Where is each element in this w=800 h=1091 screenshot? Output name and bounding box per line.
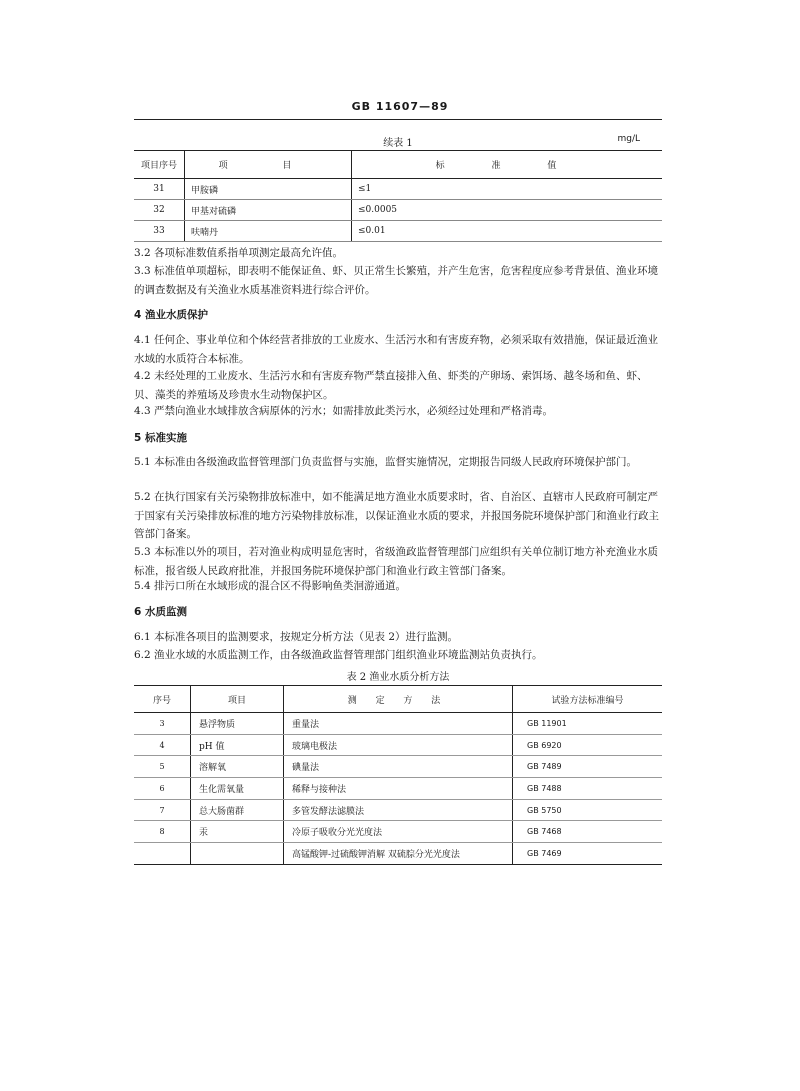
table2-cell: 总大肠菌群 bbox=[191, 799, 284, 821]
paragraph-5-3: 5.3 本标准以外的项目，若对渔业构成明显危害时，省级渔政监督管理部门应组织有关单位制订地方补充渔业水质标准，报省级人民政府批准，并报国务院环境保护部门和渔业行政主管部门备案。 bbox=[134, 546, 659, 577]
table-row bbox=[134, 221, 662, 242]
table2-cell: GB 5750 bbox=[513, 799, 663, 821]
paragraph-5-1: 5.1 本标准由各级渔政监督管理部门负责监督与实施，监督实施情况，定期报告同级人民政府环境保护部门。 bbox=[134, 456, 638, 468]
table1-unit: mg/L bbox=[617, 134, 640, 144]
table2-cell: GB 11901 bbox=[513, 713, 663, 735]
table1 bbox=[134, 150, 662, 242]
table2-cell: 4 bbox=[134, 734, 191, 756]
header-rule bbox=[134, 119, 662, 120]
paragraph-5-4: 5.4 排污口所在水域形成的混合区不得影响鱼类洄游通道。 bbox=[134, 580, 407, 592]
table2-header-row bbox=[134, 686, 662, 713]
table-row bbox=[134, 179, 662, 200]
table2-cell: 玻璃电极法 bbox=[284, 734, 513, 756]
paragraph-3-2: 3.2 各项标准数值系指单项测定最高允许值。 bbox=[134, 247, 344, 259]
section-heading-6: 6 水质监测 bbox=[134, 606, 187, 618]
table2-cell: 5 bbox=[134, 756, 191, 778]
table2-cell: pH 值 bbox=[191, 734, 284, 756]
table2-cell bbox=[134, 843, 191, 865]
paragraph-6-1: 6.1 本标准各项目的监测要求，按规定分析方法（见表 2）进行监测。 bbox=[134, 631, 459, 643]
table1-cell: 32 bbox=[134, 200, 185, 221]
table2-cell: 6 bbox=[134, 778, 191, 800]
table2-cell: GB 7469 bbox=[527, 848, 562, 858]
table1-cell: ≤0.01 bbox=[352, 221, 663, 242]
table2-header-cell: 试验方法标准编号 bbox=[513, 686, 663, 713]
table2-cell: 冷原子吸收分光光度法 bbox=[284, 821, 513, 843]
table-row bbox=[134, 200, 662, 221]
table1-cell: 呋喃丹 bbox=[185, 221, 352, 242]
table2-header-cell: 测 定 方 法 bbox=[284, 686, 513, 713]
table2-cell: 高锰酸钾-过硫酸钾消解 双硫腙分光光度法 bbox=[284, 843, 513, 865]
paragraph-4-1: 4.1 任何企、事业单位和个体经营者排放的工业废水、生活污水和有害废弃物，必须采取有效措施，保证最近渔业水域的水质符合本标准。 bbox=[134, 334, 659, 365]
table2-cell: GB 7489 bbox=[513, 756, 663, 778]
table1-cell: 31 bbox=[134, 179, 185, 200]
table1-cell: ≤1 bbox=[352, 179, 663, 200]
table2-cell: GB 7468 bbox=[513, 821, 663, 843]
paragraph-4-3: 4.3 严禁向渔业水域排放含病原体的污水；如需排放此类污水，必须经过处理和严格消毒。 bbox=[134, 405, 554, 417]
table2-cell: 7 bbox=[134, 799, 191, 821]
table2-cell: 重量法 bbox=[284, 713, 513, 735]
table-row bbox=[134, 799, 662, 821]
table-row bbox=[134, 778, 662, 800]
paragraph-3-3: 3.3 标准值单项超标，即表明不能保证鱼、虾、贝正常生长繁殖，并产生危害，危害程度应参考背景值、渔业环境的调查数据及有关渔业水质基准资料进行综合评价。 bbox=[134, 265, 659, 296]
table2-cell: 碘量法 bbox=[284, 756, 513, 778]
table2-cell: 8 bbox=[134, 821, 191, 843]
table2-cell: 稀释与接种法 bbox=[284, 778, 513, 800]
table1-caption-row bbox=[134, 134, 662, 150]
table2-header-cell: 序号 bbox=[134, 686, 191, 713]
table1-header-cell: 项目序号 bbox=[134, 150, 185, 179]
table1-header-row bbox=[134, 150, 662, 179]
table1-cell: 甲胺磷 bbox=[185, 179, 352, 200]
table-row bbox=[134, 734, 662, 756]
table2-cell: 溶解氧 bbox=[191, 756, 284, 778]
table1-cell: 甲基对硫磷 bbox=[185, 200, 352, 221]
table-row bbox=[134, 821, 662, 843]
table1-cell: ≤0.0005 bbox=[352, 200, 663, 221]
table2-cell: 多管发酵法滤膜法 bbox=[284, 799, 513, 821]
table-row bbox=[134, 843, 662, 865]
standard-code-header: GB 11607—89 bbox=[351, 100, 449, 113]
table1-header-cell: 标 准 值 bbox=[352, 150, 663, 179]
table-row bbox=[134, 756, 662, 778]
table2-caption: 表 2 渔业水质分析方法 bbox=[346, 672, 450, 683]
table2-cell bbox=[191, 843, 284, 865]
section-heading-4: 4 渔业水质保护 bbox=[134, 309, 208, 321]
table2-cell: 汞 bbox=[191, 821, 284, 843]
table2-cell: GB 7488 bbox=[513, 778, 663, 800]
table2-cell: GB 6920 bbox=[513, 734, 663, 756]
table1-header-cell: 项 目 bbox=[185, 150, 352, 179]
paragraph-5-2: 5.2 在执行国家有关污染物排放标准中，如不能满足地方渔业水质要求时，省、自治区、直辖市人民政府可制定严于国家有关污染排放标准的地方污染物排放标准，以保证渔业水质的要求，并报国务院环境保护部门和渔业行政主管部门备案。 bbox=[134, 491, 659, 540]
paragraph-4-2: 4.2 未经处理的工业废水、生活污水和有害废弃物严禁直接排入鱼、虾类的产卵场、索饵场、越冬场和鱼、虾、贝、藻类的养殖场及珍贵水生动物保护区。 bbox=[134, 370, 648, 401]
table2-cell: 生化需氧量 bbox=[191, 778, 284, 800]
table2-header-cell: 项目 bbox=[191, 686, 284, 713]
table2 bbox=[134, 685, 662, 865]
table-row bbox=[134, 713, 662, 735]
table1-caption: 续表 1 bbox=[383, 138, 413, 149]
section-heading-5: 5 标准实施 bbox=[134, 432, 187, 444]
table2-cell: 悬浮物质 bbox=[191, 713, 284, 735]
table2-cell: 3 bbox=[134, 713, 191, 735]
paragraph-6-2: 6.2 渔业水域的水质监测工作，由各级渔政监督管理部门组织渔业环境监测站负责执行。 bbox=[134, 649, 543, 661]
table1-cell: 33 bbox=[134, 221, 185, 242]
